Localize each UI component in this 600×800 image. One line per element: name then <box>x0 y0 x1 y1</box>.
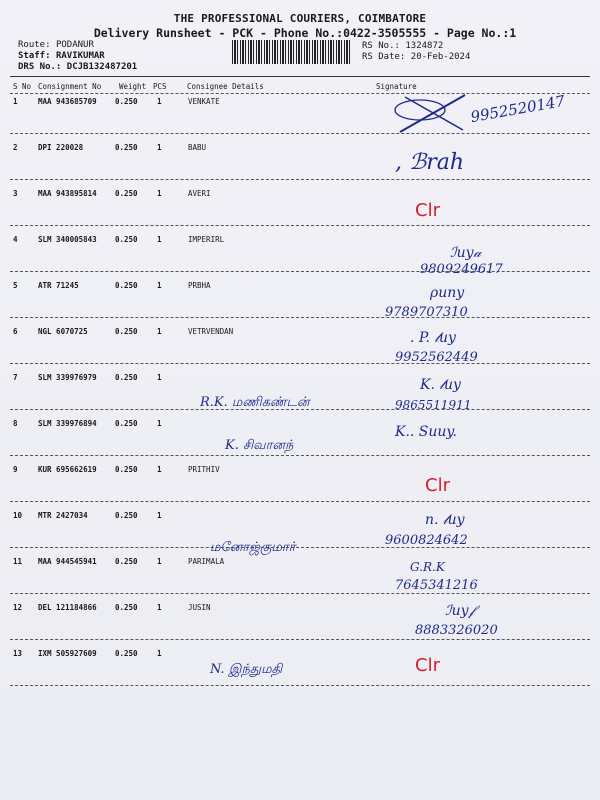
row-consignee: AVERI <box>188 189 211 198</box>
row-divider <box>10 179 590 180</box>
company-title: THE PROFESSIONAL COURIERS, COIMBATORE <box>173 12 427 25</box>
row-consignment-no: DPI 220028 <box>38 143 84 152</box>
table-row <box>0 465 600 511</box>
row-weight: 0.250 <box>115 419 138 428</box>
table-row <box>0 511 600 557</box>
row-sno: 11 <box>13 557 23 566</box>
drs-field <box>18 62 137 72</box>
table-row <box>0 143 600 189</box>
rs-no-field <box>362 41 443 51</box>
row-pcs: 1 <box>157 143 162 152</box>
row-divider <box>10 685 590 686</box>
row-consignee: VETRVENDAN <box>188 327 234 336</box>
row-divider <box>10 271 590 272</box>
row-divider <box>10 593 590 594</box>
header-bottom-rule <box>10 93 590 94</box>
signature-4: ℐuy𝒶 <box>450 245 482 261</box>
col-signature: Signature <box>376 82 417 91</box>
signature-12: ℐuy𝒻 <box>445 603 475 619</box>
table-row <box>0 327 600 373</box>
sig-phone-5: 9789707310 <box>385 305 468 320</box>
row-divider <box>10 363 590 364</box>
row-weight: 0.250 <box>115 327 138 336</box>
signature-6: . P. 𝓁uy <box>410 330 456 346</box>
route-field <box>18 40 94 50</box>
clr-mark-9: Clr <box>425 475 450 496</box>
sig-phone-4: 9809249617 <box>420 262 503 277</box>
drs-value: DCJB132487201 <box>66 62 138 72</box>
rs-date-field <box>362 52 470 62</box>
row-divider <box>10 547 590 548</box>
row-sno: 9 <box>13 465 18 474</box>
route-label: Route: <box>18 40 51 50</box>
drs-label: DRS No.: <box>18 62 62 72</box>
rs-date-label: RS Date: <box>362 52 406 62</box>
row-sno: 4 <box>13 235 18 244</box>
row-sno: 1 <box>13 97 18 106</box>
row-consignment-no: SLM 339976979 <box>38 373 97 382</box>
tamil-name-10: மனோஜ்குமார் <box>210 540 296 555</box>
row-pcs: 1 <box>157 419 162 428</box>
row-weight: 0.250 <box>115 465 138 474</box>
row-sno: 3 <box>13 189 18 198</box>
route-value: PODANUR <box>55 40 94 50</box>
signature-10: n. 𝓁uy <box>425 512 465 528</box>
row-weight: 0.250 <box>115 189 138 198</box>
row-pcs: 1 <box>157 603 162 612</box>
row-sno: 8 <box>13 419 18 428</box>
col-sno: S No <box>13 82 32 91</box>
row-consignment-no: MAA 943895814 <box>38 189 97 198</box>
row-weight: 0.250 <box>115 281 138 290</box>
row-sno: 13 <box>13 649 23 658</box>
row-weight: 0.250 <box>115 649 138 658</box>
row-consignment-no: DEL 121184866 <box>38 603 97 612</box>
signature-2: , ℬrah <box>395 150 465 175</box>
sig-phone-10: 9600824642 <box>385 533 468 548</box>
tamil-name-7: R.K. மணிகண்டன் <box>200 395 310 410</box>
row-consignment-no: KUR 695662619 <box>38 465 97 474</box>
row-consignee: IMPERIRL <box>188 235 225 244</box>
row-consignee: PRBHA <box>188 281 211 290</box>
staff-field <box>18 51 105 61</box>
col-weight: Weight <box>119 82 147 91</box>
row-consignment-no: MAA 944545941 <box>38 557 97 566</box>
row-divider <box>10 133 590 134</box>
staff-label: Staff: <box>18 51 51 61</box>
row-consignee: VENKATE <box>188 97 220 106</box>
row-pcs: 1 <box>157 327 162 336</box>
signature-7: K. 𝓁uy <box>420 377 461 393</box>
row-divider <box>10 455 590 456</box>
col-pcs: PCS <box>153 82 167 91</box>
row-weight: 0.250 <box>115 373 138 382</box>
signature-5: ρuny <box>430 285 465 301</box>
rs-no-label: RS No.: <box>362 41 400 51</box>
barcode <box>232 40 350 64</box>
row-consignee: PARIMALA <box>188 557 225 566</box>
row-consignee: PRITHIV <box>188 465 220 474</box>
table-row <box>0 649 600 695</box>
sig-phone-6: 9952562449 <box>395 350 478 365</box>
col-consignee: Consignee Details <box>187 82 264 91</box>
row-sno: 6 <box>13 327 18 336</box>
sig-phone-1: 9952520147 <box>469 91 567 127</box>
header-top-rule <box>10 76 590 77</box>
row-weight: 0.250 <box>115 235 138 244</box>
row-weight: 0.250 <box>115 603 138 612</box>
row-weight: 0.250 <box>115 557 138 566</box>
row-consignee: JUSIN <box>188 603 211 612</box>
table-row <box>0 189 600 235</box>
row-sno: 12 <box>13 603 23 612</box>
signature-8: K.. Suuy. <box>395 424 457 440</box>
row-divider <box>10 317 590 318</box>
row-consignment-no: ATR 71245 <box>38 281 79 290</box>
row-consignment-no: MTR 2427034 <box>38 511 88 520</box>
signature-11: G.R.K <box>410 560 445 574</box>
row-pcs: 1 <box>157 557 162 566</box>
sig-phone-7: 9865511911 <box>395 398 472 412</box>
row-sno: 10 <box>13 511 23 520</box>
rs-no-value: 1324872 <box>405 41 444 51</box>
row-pcs: 1 <box>157 235 162 244</box>
row-divider <box>10 639 590 640</box>
clr-mark-13: Clr <box>415 655 440 676</box>
row-consignment-no: MAA 943685709 <box>38 97 97 106</box>
row-consignment-no: IXM 505927609 <box>38 649 97 658</box>
row-pcs: 1 <box>157 189 162 198</box>
runsheet-title: Delivery Runsheet - PCK - Phone No.:0422-3505555 - Page No.:1 <box>93 26 517 40</box>
col-consignment: Consignment No <box>38 82 102 91</box>
row-sno: 7 <box>13 373 18 382</box>
row-pcs: 1 <box>157 281 162 290</box>
row-weight: 0.250 <box>115 143 138 152</box>
table-row <box>0 281 600 327</box>
row-divider <box>10 501 590 502</box>
table-row <box>0 235 600 281</box>
row-consignment-no: NGL 6070725 <box>38 327 88 336</box>
row-pcs: 1 <box>157 97 162 106</box>
row-weight: 0.250 <box>115 511 138 520</box>
table-row <box>0 603 600 649</box>
row-pcs: 1 <box>157 373 162 382</box>
row-sno: 2 <box>13 143 18 152</box>
row-sno: 5 <box>13 281 18 290</box>
row-weight: 0.250 <box>115 97 138 106</box>
row-divider <box>10 225 590 226</box>
tamil-name-8: K. சிவானந் <box>225 438 294 453</box>
rs-date-value: 20-Feb-2024 <box>410 52 471 62</box>
table-row <box>0 419 600 465</box>
row-pcs: 1 <box>157 465 162 474</box>
row-pcs: 1 <box>157 649 162 658</box>
table-row <box>0 557 600 603</box>
sig-phone-12: 8883326020 <box>415 623 498 638</box>
sig-phone-11: 7645341216 <box>395 578 478 593</box>
tamil-name-13: N. இந்துமதி <box>210 662 283 677</box>
clr-mark-3: Clr <box>415 200 440 221</box>
row-pcs: 1 <box>157 511 162 520</box>
staff-value: RAVIKUMAR <box>55 51 105 61</box>
row-consignment-no: SLM 339976894 <box>38 419 97 428</box>
row-consignment-no: SLM 340005843 <box>38 235 97 244</box>
row-consignee: BABU <box>188 143 207 152</box>
